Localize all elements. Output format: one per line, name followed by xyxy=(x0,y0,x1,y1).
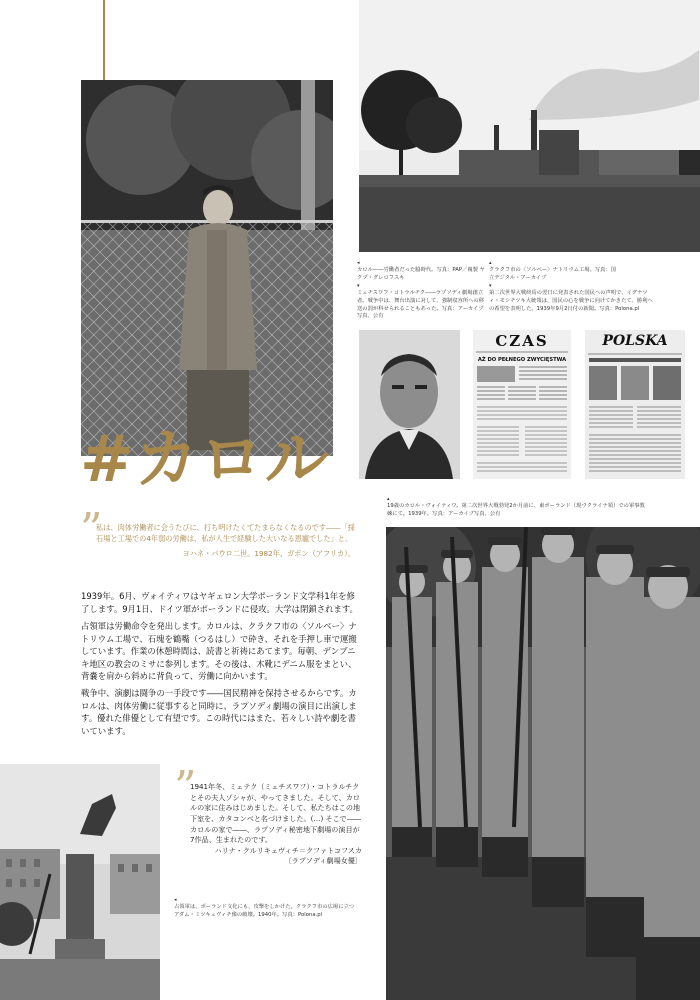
caption-pointer-icon: ▴ xyxy=(489,260,492,266)
caption-pointer-icon: ◂ xyxy=(357,260,360,266)
quote-mark-icon: ” xyxy=(80,504,103,555)
page-title: #カロル xyxy=(80,423,330,497)
newspaper-headline: AŻ DO PEŁNEGO ZWYCIĘSTWA xyxy=(477,357,567,363)
photo-factory xyxy=(359,0,700,252)
photo-newspaper-polska xyxy=(585,330,685,479)
quote-mark-icon: ” xyxy=(174,762,197,813)
caption-factory: ▴ クラクフ市の〈ソルベー〉ナトリウム工場。写真：国立デジタル・アーカイブ xyxy=(489,260,617,281)
caption-soldiers: ▴ 19歳のカロル・ヴォイティワ。第二次世界大戦勃発2か月前に、東ポーランド（現ウクライナ領）での軍事教練にて。1939年。写真：アーカイブ写真、公有 xyxy=(387,496,647,519)
caption-pointer-icon: ▴ xyxy=(387,496,390,502)
body-paragraph-1: 1939年。6月、ヴォイティワはヤギェロン大学ポーランド文学科1年を修了します。9月1日、ドイツ軍がポーランドに侵攻。大学は閉鎖されます。 xyxy=(81,591,358,614)
caption-newspapers: ▾ 第二次世界大戦終焉の翌日に発表された国民への声明で、イグナツィ・モシチツキ大統領は、国民の心を戦争に向けてかきたて、勝利への希望を表明した。1939年9月2日付の新聞。写真：Polona.pl xyxy=(489,283,655,313)
caption-statue: ◂ 占領軍は、ポーランド文化にも、攻撃をしかけた。クラクフ市の広場に立つアダム・ミツキェヴィチ像の破壊。1940年。写真：Polona.pl xyxy=(174,897,359,920)
photo-newspaper-czas xyxy=(473,330,571,479)
body-paragraph-3: 戦争中、演劇は闘争の一手段です――国民精神を保持させるからです。カロルは、肉体労働に従事すると同時に、ラプソディ劇場の演目に出演します。優れた俳優として有望です。この時代にはまた、若々しい詩や劇を書いています。 xyxy=(81,688,357,736)
photo-statue-destruction xyxy=(0,764,160,1000)
photo-soldiers xyxy=(386,527,700,1000)
quote-halina-role: 〔ラプソディ劇場女優〕 xyxy=(284,856,362,866)
caption-worker: ◂ カロル――労働者だった脇時代。写真：PAP／複製 ヤクプ・グレロフスキ xyxy=(357,260,485,281)
quote-halina-name: ハリナ・クルリキェヴィチ＝クファトコフスカ xyxy=(214,846,362,855)
quote-halina: 1941年冬、ミェテク（ミェチスワフ）・コトラルチクとその夫人ゾシャが、やってきました。そして、カロルの家に住みはじめました。そして、私たちはこの地下室を、カタコンベと名づけました。(…) そこで――カロルの家で――、ラプソディ秘密地下劇場の演目が7作品、生まれたのです。 xyxy=(190,782,361,845)
photo-young-karol xyxy=(81,80,333,456)
quote-pope-source: ヨハネ・パウロ二世。1982年、ガボン（アフリカ）。 xyxy=(182,549,355,558)
photo-portrait-kotlarczyk xyxy=(359,330,460,479)
newspaper-masthead: POLSKA xyxy=(602,333,668,349)
caption-portrait: ▾ ミェチスワフ・コトラルチク――ラプソディ劇場創立者。戦争中は、舞台出演に対して、強制収容所への移送の罰が科せられることもあった。写真：アーカイブ写真、公有 xyxy=(357,283,485,320)
caption-pointer-icon: ▾ xyxy=(489,283,492,289)
caption-pointer-icon: ◂ xyxy=(174,897,177,903)
quote-pope: 私は、肉体労働者に会うたびに、打ち明けたくてたまらなくなるのです――「採石場と工場での4年弱の労働は、私が人生で経験した大いなる恩寵でした」と。 xyxy=(96,523,355,544)
newspaper-masthead: CZAS xyxy=(495,332,549,350)
body-paragraph-2: 占領軍は労働命令を発出します。カロルは、クラクフ市の〈ソルベー〉ナトリウム工場で、石塊を鶴嘴（つるはし）で砕き、それを手押し車で運搬しています。作業の休憩時間は、読書と祈祷にあてます。毎朝、デンブニキ地区の教会のミサに参列します。その後は、木靴にデニム服をまとい、背嚢を肩から斜めに背負って、労働に向かいます。 xyxy=(81,621,357,682)
quote-halina-source xyxy=(190,846,362,867)
caption-pointer-icon: ▾ xyxy=(357,283,360,289)
